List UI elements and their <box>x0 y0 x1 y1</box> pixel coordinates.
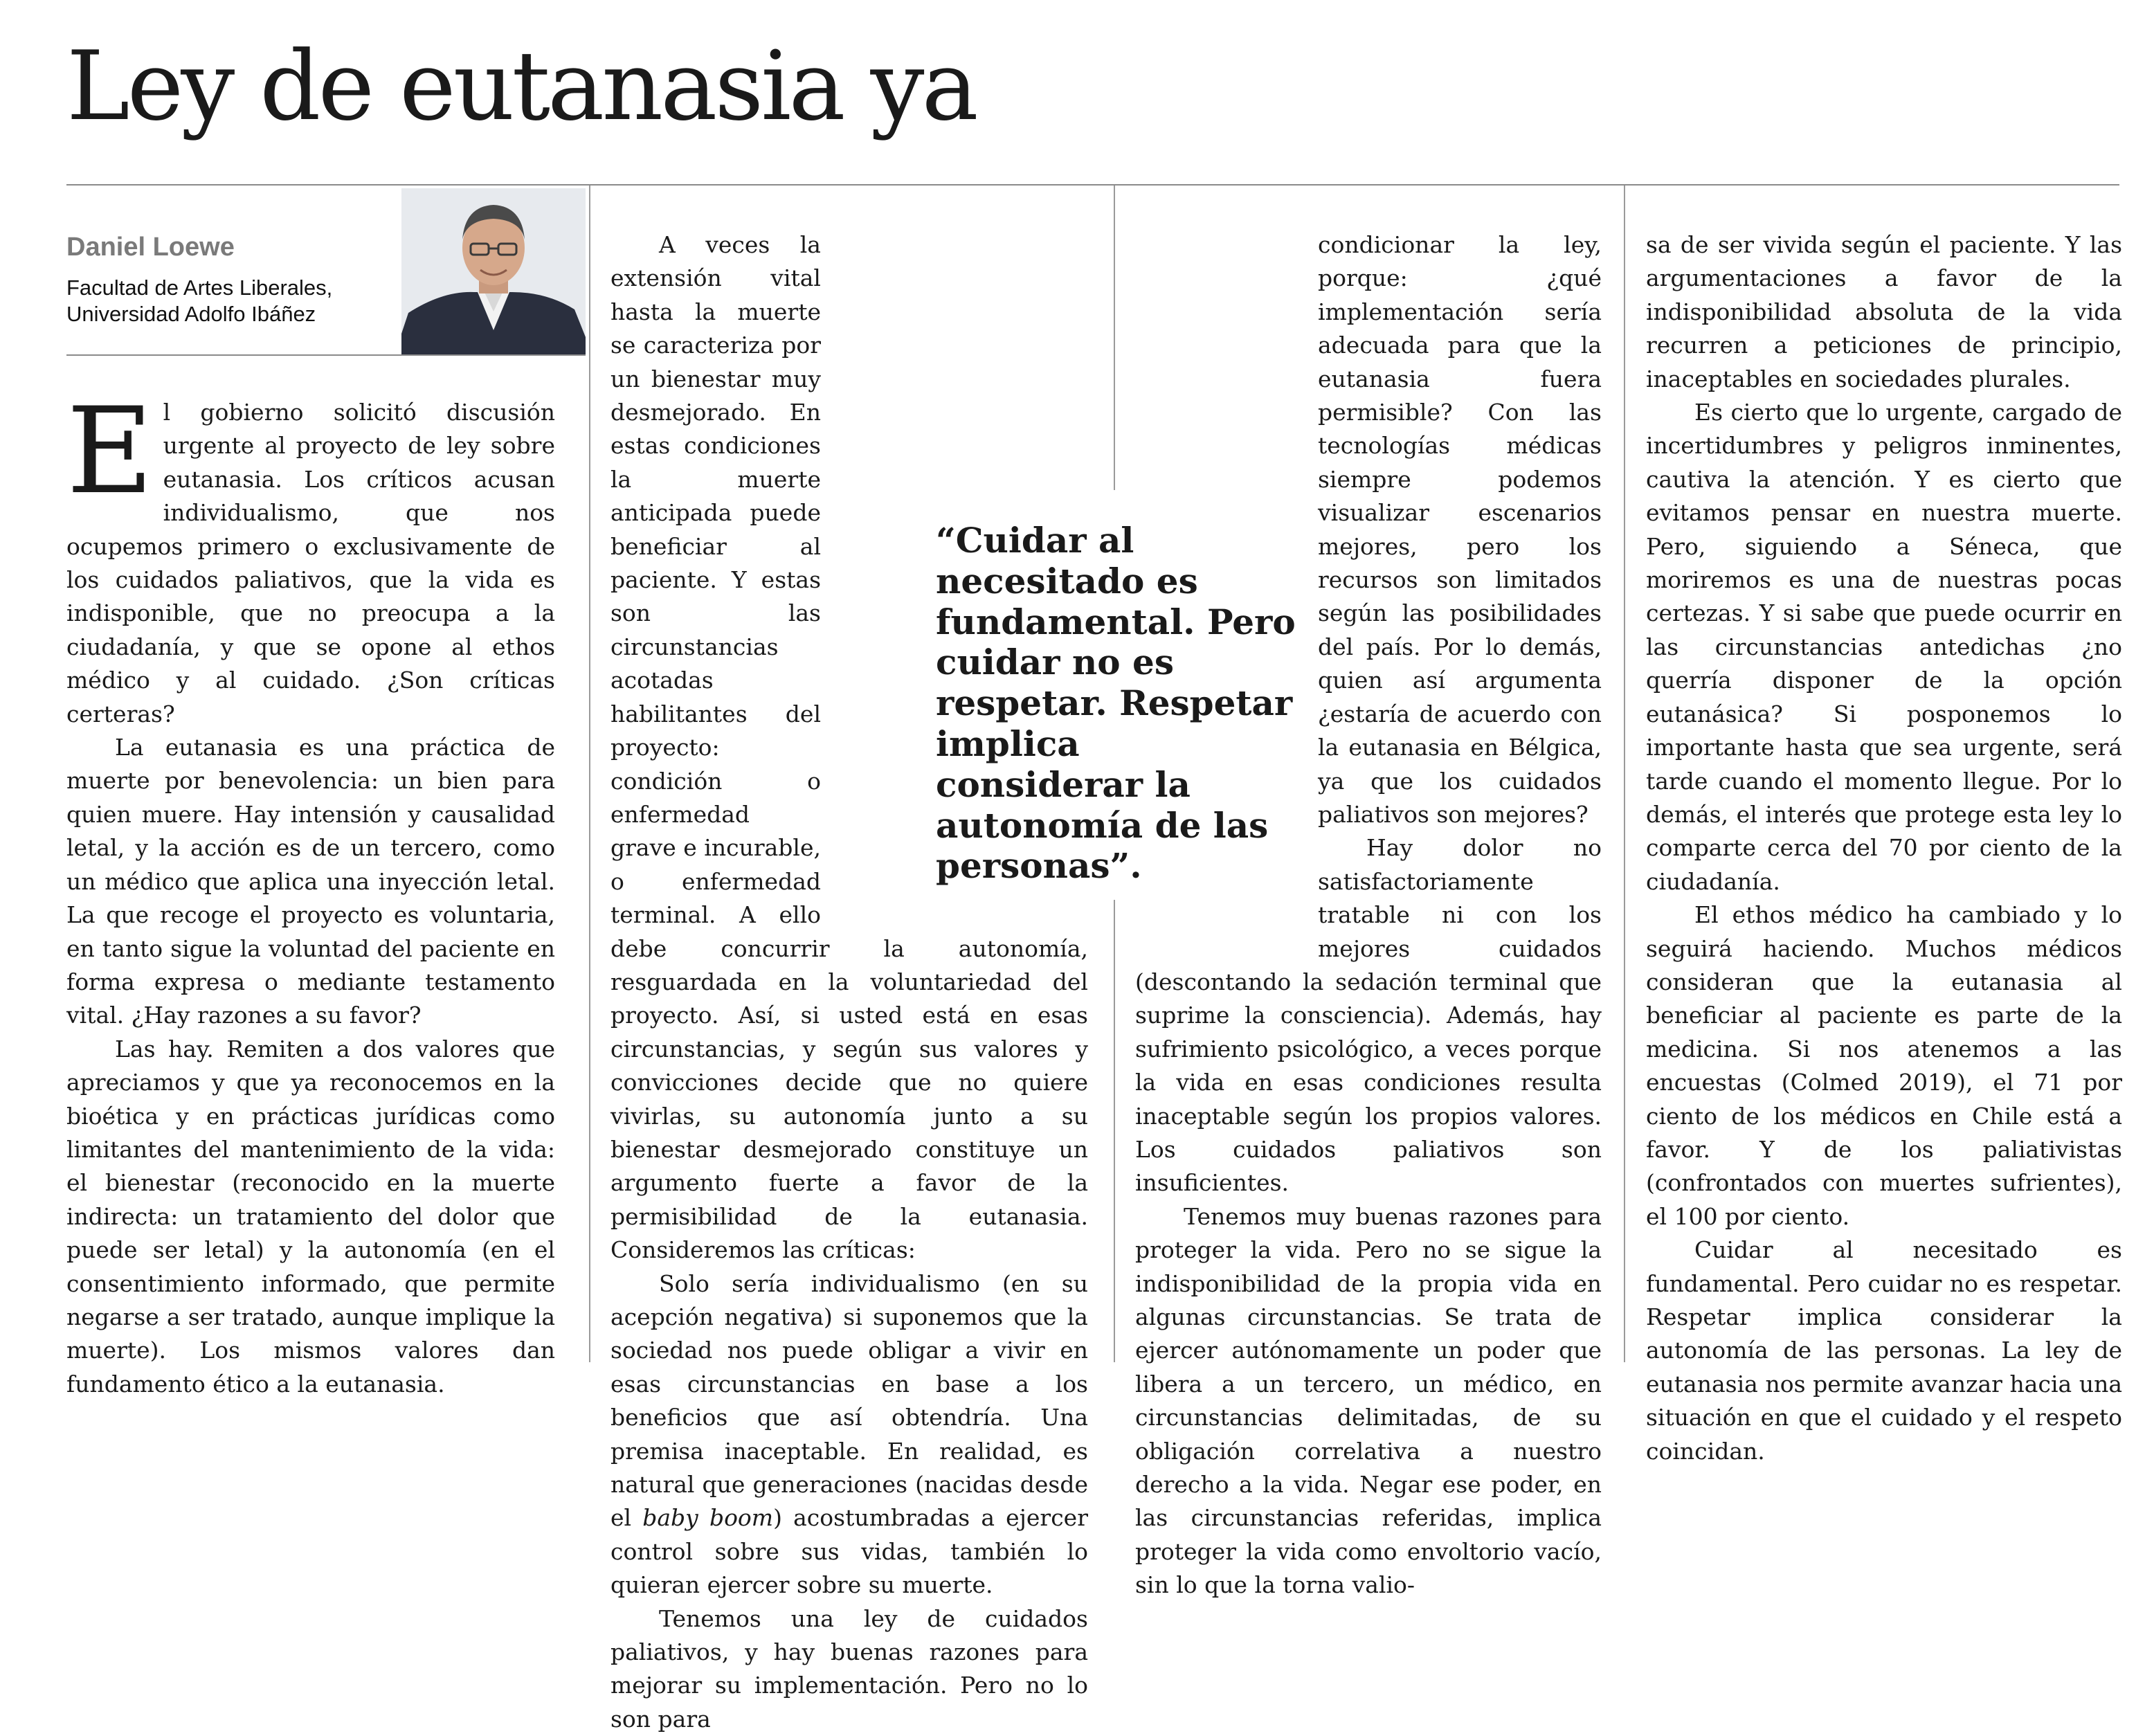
paragraph: Es cierto que lo urgente, cargado de incertidumbres y peligros inminentes, cautiva la atención. Y es cierto que evitamos pensar en nuestra muerte. Pero, siguiendo a Séneca, que moriremos es una de nuestras pocas certezas. Y si sabe que puede ocurrir en las circunstancias antedichas ¿no querría disponer de la opción eutanásica? Si posponemos lo importante hasta que sea urgente, será tarde cuando el momento llegue. Por lo demás, el interés que protege esta ley lo comparte cerca del 70 por ciento de la ciudadanía. <box>1646 399 2122 895</box>
paragraph: Las hay. Remiten a dos valores que apreciamos y que ya reconocemos en la bioética y en prácticas jurídicas como limitantes del mantenimiento de la vida: el bienestar (reconocido en la muerte indirecta: un tratamiento del dolor que puede ser letal) y la autonomía (en el consentimiento informado, que permite negarse a ser tratado, aunque implique la muerte). Los mismos valores dan fundamento ético a la eutanasia. <box>66 1035 555 1398</box>
author-rule <box>66 354 586 356</box>
paragraph: Tenemos una ley de cuidados paliativos, y hay buenas razones para mejorar su implementación. Pero no lo son para <box>610 1604 1088 1733</box>
paragraph: Solo sería individualismo (en su acepción negativa) si suponemos que la sociedad nos puede obligar a vivir en esas circunstancias en base a los beneficios que así obtendría. Una premisa inaceptable. En realidad, es natural que generaciones (nacidas desde el baby boom) acostumbradas a ejercer control sobre sus vidas, también lo quieran ejercer sobre su muerte. <box>610 1269 1088 1599</box>
paragraph: condicionar la ley, porque: ¿qué implementación sería adecuada para que la eutanasia fuera permisible? Con las tecnologías médicas siempre podemos visualizar escenarios mejores, pero los recursos son limitados según las posibilidades del país. Por lo demás, quien así argumenta ¿estaría de acuerdo con la eutanasia en Bélgica, ya que los cuidados paliativos son mejores? <box>1318 231 1602 828</box>
paragraph: El gobierno solicitó discusión urgente al proyecto de ley sobre eutanasia. Los críticos acusan individualismo, que nos ocupemos primero o exclusivamente de los cuidados paliativos, que la vida es indisponible, que no preocupa a la ciudadanía, y que se opone al ethos médico y al cuidado. ¿Son críticas certeras? <box>66 381 555 727</box>
italic-text: baby boom <box>642 1504 774 1532</box>
author-name: Daniel Loewe <box>66 233 235 262</box>
column-3 <box>1135 228 1602 1602</box>
paragraph: Tenemos muy buenas razones para proteger la vida. Pero no se sigue la indisponibilidad de la propia vida en algunas circunstancias. Se trata de ejercer autónomamente un poder que libera a un tercero, un médico, en circunstancias delimitadas, de su obligación correlativa a nuestro derecho a la vida. Negar ese poder, en las circunstancias referidas, implica proteger la vida como envoltorio vacío, sin lo que la torna valio- <box>1135 1202 1602 1599</box>
paragraph: sa de ser vivida según el paciente. Y las argumentaciones a favor de la indisponibilidad absoluta de la vida recurren a peticiones de principio, inaceptables en sociedades plurales. <box>1646 231 2122 392</box>
column-divider-1 <box>589 186 590 1362</box>
column-divider-2-bottom <box>1114 900 1115 1362</box>
paragraph: Hay dolor no satisfactoriamente tratable ni con los mejores cuidados (descontando la sedación terminal que suprime la consciencia). Además, hay sufrimiento psicológico, a veces porque la vida en esas condiciones resulta inaceptable según los propios valores. Los cuidados paliativos son insuficientes. <box>1135 834 1602 1197</box>
column-4 <box>1646 228 2122 1468</box>
drop-cap: E <box>66 381 154 521</box>
author-block <box>66 233 413 327</box>
pull-quote: “Cuidar al necesitado es fundamental. Pero cuidar no es respetar. Respetar implica considerar la autonomía de las personas”. <box>936 520 1296 887</box>
header-rule <box>66 184 2119 186</box>
column-divider-3 <box>1624 186 1625 1362</box>
paragraph: Cuidar al necesitado es fundamental. Pero cuidar no es respetar. Respetar implica considerar la autonomía de las personas. La ley de eutanasia nos permite avanzar hacia una situación en que el cuidado y el respeto coincidan. <box>1646 1236 2122 1465</box>
column-1 <box>66 381 555 1401</box>
author-photo <box>401 188 586 354</box>
headline: Ley de eutanasia ya <box>66 30 976 142</box>
paragraph: A veces la extensión vital hasta la muerte se caracteriza por un bienestar muy desmejorado. En estas condiciones la muerte anticipada puede beneficiar al paciente. Y estas son las circunstancias acotadas habilitantes del proyecto: condición o enfermedad grave e incurable, o enfermedad terminal. A ello debe concurrir la autonomía, resguardada en la voluntariedad del proyecto. Así, si usted está en esas circunstancias, y según sus valores y convicciones decide que no quiere vivirlas, su autonomía junto a su bienestar desmejorado constituye un argumento fuerte a favor de la permisibilidad de la eutanasia. Consideremos las críticas: <box>610 231 1088 1264</box>
author-affiliation-1: Facultad de Artes Liberales, <box>66 275 333 300</box>
column-divider-2-top <box>1114 186 1115 490</box>
paragraph: La eutanasia es una práctica de muerte por benevolencia: un bien para quien muere. Hay intensión y causalidad letal, y la acción es de un tercero, como un médico que aplica una inyección letal. La que recoge el proyecto es voluntaria, en tanto sigue la voluntad del paciente en forma expresa o mediante testamento vital. ¿Hay razones a su favor? <box>66 734 555 1029</box>
column-2 <box>610 228 1088 1736</box>
paragraph: El ethos médico ha cambiado y lo seguirá haciendo. Muchos médicos consideran que la eutanasia al beneficiar al paciente es parte de la medicina. Si nos atenemos a las encuestas (Colmed 2019), el 71 por ciento de los médicos en Chile está a favor. Y de los paliativistas (confrontados con muertes sufrientes), el 100 por ciento. <box>1646 901 2122 1230</box>
author-affiliation-2: Universidad Adolfo Ibáñez <box>66 302 316 326</box>
